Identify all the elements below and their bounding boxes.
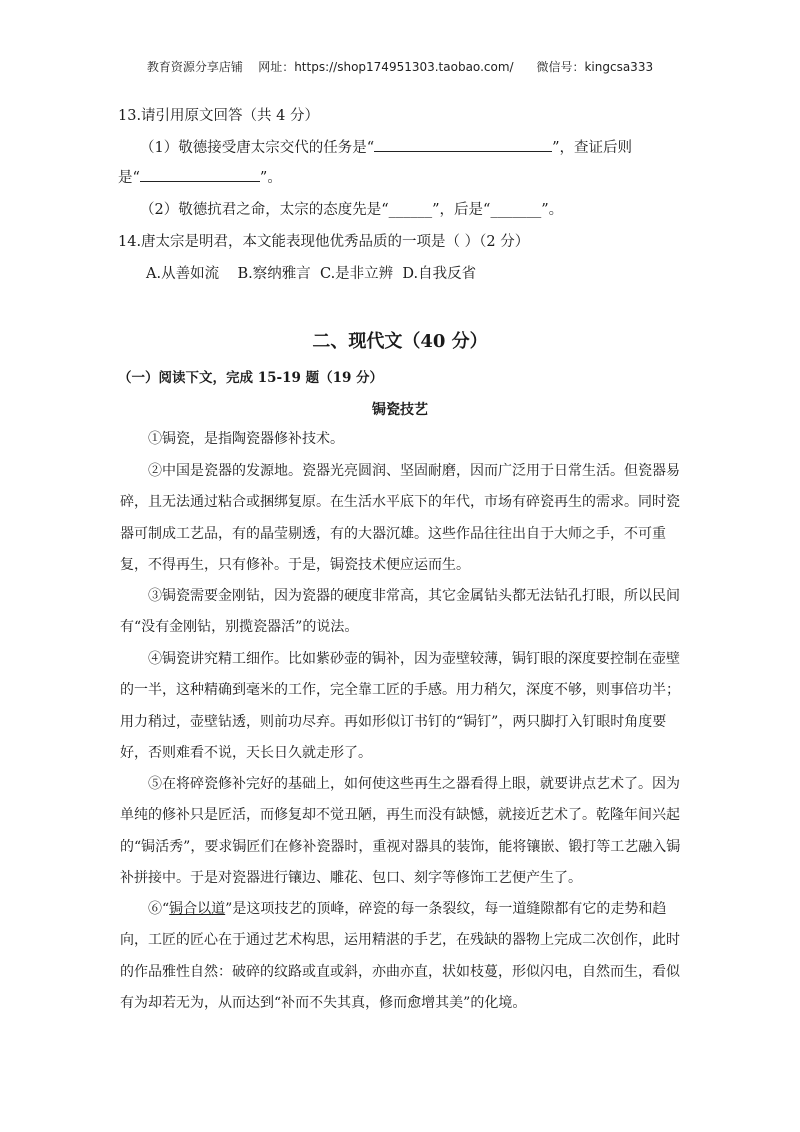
wechat-label: 微信号： [536,60,585,74]
article-title: 锔瓷技艺 [372,402,428,418]
question-13-part1 [140,136,632,157]
question-14-title: 14.唐太宗是明君，本文能表现他优秀品质的一项是（ ）（2 分） [118,234,530,250]
article-paragraph-1: ①锔瓷，是指陶瓷器修补技术。 [148,431,344,447]
q13-part1-text-c: 是“ [118,170,140,186]
p6-number: ⑥“ [148,901,170,917]
article-paragraph-5: ⑤在将碎瓷修补完好的基础上，如何使这些再生之器看得上眼，就要讲点艺术了。因为单纯的修补只是匠活，而修复却不觉丑陋，再生而没有缺憾，就接近艺术了。乾隆年间兴起的“锔活秀”，要求锔匠们在修补瓷器时，重视对器具的装饰，能将镶嵌、锻打等工艺融入锔补拼接中。于是对瓷器进行镶边、雕花、包口、刻字等修饰工艺便产生了。 [120,776,681,886]
article-paragraph-4: ④锔瓷讲究精工细作。比如紫砂壶的锔补，因为壶壁较薄，锔钉眼的深度要控制在壶壁的一半，这种精确到毫米的工作，完全靠工匠的手感。用力稍欠，深度不够，则事倍功半；用力稍过，壶壁钻透，则前功尽弃。再如形似订书钉的“锔钉”，两只脚打入钉眼时角度要好，否则难看不说，天长日久就走形了。 [120,651,680,761]
answer-blank-2[interactable] [140,167,260,182]
question-13-title: 13.请引用原文回答（共 4 分） [118,108,320,124]
p6-text: ”是这项技艺的顶峰，碎瓷的每一条裂纹，每一道缝隙都有它的走势和趋向，工匠的匠心在于通过艺术构思，运用精湛的手艺，在残缺的器物上完成二次创作，此时的作品雅性自然：破碎的纹路或直或斜，亦曲亦直，状如枝蔓，形似闪电，自然而生，看似有为却若无为，从而达到“补而不失其真，修而愈增其美”的化境。 [120,901,680,1011]
section-title: 二、现代文（40 分） [312,331,488,352]
question-14-options: A.从善如流 B.察纳雅言 C.是非立辨 D.自我反省 [146,266,477,282]
underlined-phrase: 锔合以道 [169,901,226,917]
answer-blank-1[interactable] [374,137,552,152]
q13-part1-text-d: ”。 [259,170,282,186]
question-13-part2: （2）敬德抗君之命，太宗的态度先是“______”，后是“_______”。 [140,202,564,218]
shop-url[interactable]: https://shop174951303.taobao.com/ [294,60,514,74]
q13-part1-text-a: （1）敬德接受唐太宗交代的任务是“ [140,140,375,156]
article-paragraph-6 [120,894,682,1019]
page-header [0,58,800,75]
article-paragraph-2: ②中国是瓷器的发源地。瓷器光亮圆润、坚固耐磨，因而广泛用于日常生活。但瓷器易碎，且无法通过粘合或捆绑复原。在生活水平底下的年代，市场有碎瓷再生的需求。同时瓷器可制成工艺品，有的晶莹剔透，有的大器沉雄。这些作品往往出自于大师之手，不可重复，不得再生，只有修补。于是，锔瓷技术便应运而生。 [120,463,680,573]
wechat-id: kingcsa333 [584,60,654,74]
q13-part1-text-b: ”，查证后则 [552,140,633,156]
shop-name: 教育资源分享店铺 [146,60,243,74]
url-label: 网址： [258,60,295,74]
section-subtitle: （一）阅读下文，完成 15-19 题（19 分） [118,370,384,386]
article-paragraph-3: ③锔瓷需要金刚钻，因为瓷器的硬度非常高，其它金属钻头都无法钻孔打眼，所以民间有“没有金刚钻，别揽瓷器活”的说法。 [120,588,680,636]
question-13-part1-cont [118,166,282,187]
